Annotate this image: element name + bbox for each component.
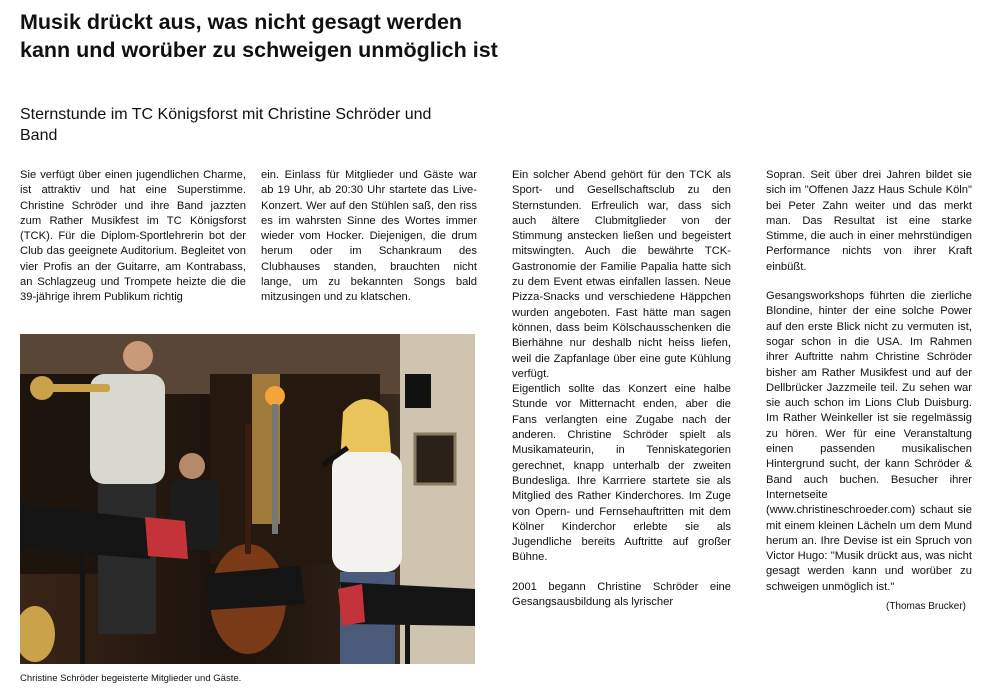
column-1-paragraph-1: Sie verfügt über einen jugendlichen Charme, ist attraktiv und hat eine Superstimme. Christine Schröder und ihre Band jazzten zum Rather Musikfest im TC Königsforst (TCK). Für die Diplom-Sportlehrerin bot der Club das geeignete Auditorium. Begleitet von vier Profis an der Guitarre, am Kontrabass, an Schlagzeug und Trompete heizte die die 39-jährige ihrem Publikum richtig	[20, 169, 246, 304]
photo-caption: Christine Schröder begeisterte Mitglieder und Gäste.	[20, 673, 242, 684]
music-stand-right-pole	[405, 624, 410, 664]
column-4-paragraph-2: Gesangsworkshops führten die zierliche Blondine, hinter der eine solche Power auf den erste Blick nicht zu vermuten ist, sogar schon in die USA. Im Rahmen ihrer Auftritte nahm Christine Schröder bisher am Rather Musikfest und auf der Dellbrücker Jazzmeile teil. Zu sehen war sie auch schon im Lions Club Duisburg. Im Rather Weinkeller ist sie regelmässig zu hören. Wer für eine Veranstaltung einen passenden musikalischen Hintergrund sucht, der kann Schröder & Band auch buchen. Besucher ihrer Internetseite (www.christineschroeder.com) schaut sie mit einem kleinen Lächeln um dem Mund herum an. Ihre Devise ist ein Spruch von Victor Hugo: "Musik drückt aus, was nicht gesagt werden kann und worüber zu schweigen unmöglich ist."	[766, 290, 972, 593]
singer-jacket	[332, 452, 402, 572]
column-3-paragraph-1: Ein solcher Abend gehört für den TCK als Sport- und Gesellschaftsclub zu den Sternstunden. Erfreulich war, dass sich auch ältere Clubmitglieder von der Stimmung anstecken ließen und begeistert mitswingten. Auch die bewährte TCK-Gastronomie der Familie Papalia hatte sich zu dem Event etwas einfallen lassen. Neue Pizza-Snacks und verschiedene Häppchen wurden angeboten. Fast hätte man sagen können, dass beim Kölschausschenken die Bierhähne nur deshalb nicht heiss liefen, weil die Zapfanlage über eine gute Kühlung verfügt.	[512, 169, 731, 380]
speaker-box	[405, 374, 431, 408]
article-headline: Musik drückt aus, was nicht gesagt werden kann und worüber zu schweigen unmöglich ist	[20, 10, 498, 62]
text-column-2	[261, 168, 477, 306]
bassist-head	[179, 453, 205, 479]
text-column-3	[512, 168, 731, 610]
column-2-paragraph-1: ein. Einlass für Mitglieder und Gäste war ab 19 Uhr, ab 20:30 Uhr startete das Live-Konzert. Wer auf den Stühlen saß, den riss es im wahrsten Sinne des Wortes immer wieder vom Hocker. Diejenigen, die drum herum oder im Schankraum des Clubhauses standen, brauchten nicht lange, um zu bekannten Songs bald mitzusingen und zu klatschen.	[261, 169, 477, 304]
stage-lamp	[265, 386, 285, 406]
article-subheadline: Sternstunde im TC Königsforst mit Christine Schröder und Band	[20, 106, 432, 144]
trumpet-player-trousers	[98, 484, 156, 634]
trumpet-bell	[30, 376, 54, 400]
author-byline: (Thomas Brucker)	[885, 601, 966, 612]
double-bass-neck	[245, 424, 251, 554]
wall-picture	[415, 434, 455, 484]
text-column-4	[766, 168, 972, 595]
column-4-paragraph-1: Sopran. Seit über drei Jahren bildet sie sich im "Offenen Jazz Haus Schule Köln" bei Peter Zahn weiter und das merkt man. Das Resultat ist eine starke Stimme, die auch in einer mehrstündigen Performance nichts von ihrer Kraft einbüßt.	[766, 169, 972, 273]
column-3-paragraph-3: 2001 begann Christine Schröder eine Gesangsausbildung als lyrischer	[512, 580, 731, 609]
red-sheet-right	[338, 584, 365, 626]
drum	[20, 606, 55, 662]
lamp-pole	[272, 404, 278, 534]
concert-photo	[20, 334, 475, 664]
red-sheet-left	[145, 517, 188, 559]
music-stand-left-pole	[80, 554, 85, 664]
column-3-paragraph-2: Eigentlich sollte das Konzert eine halbe Stunde vor Mitternacht enden, aber die Fans verlangten eine Zugabe nach der anderen. Christine Schröder spielt als Musikamateurin, in Tenniskategorien gerechnet, knapp unterhalb der zweiten Bundesliga. Ihre Karrriere startete sie als Mitglied des Rather Kinderchores. Im Zuge von Opern- und Fernsehauftritten mit dem Kölner Kinderchor erlebte sie als Jugendliche bereits Auftritte auf großer Bühne.	[512, 383, 731, 564]
trumpet-player-head	[123, 341, 153, 371]
text-column-1	[20, 168, 246, 306]
concert-photo-illustration	[20, 334, 475, 664]
